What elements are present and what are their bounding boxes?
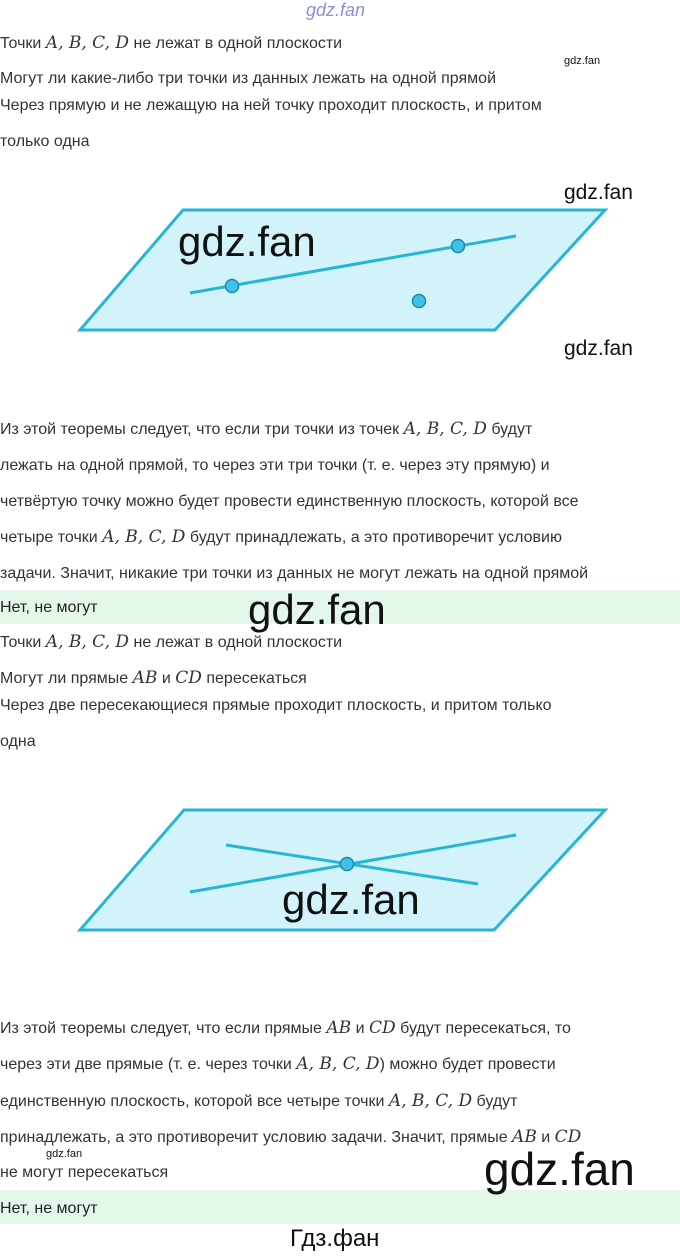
task2-expl-line1 xyxy=(0,1018,571,1039)
task2-theorem-line1: Через две пересекающиеся прямые проходит плоскость, и притом только xyxy=(0,697,552,714)
line-ab: AB xyxy=(326,1018,352,1038)
expl-text: через эти две прямые (т. е. через точки xyxy=(0,1056,292,1073)
task1-question: Могут ли какие-либо три точки из данных лежать на одной прямой xyxy=(0,70,496,87)
points-abcd: A, B, C, D xyxy=(388,1091,473,1111)
task1-expl-line5: задачи. Значит, никакие три точки из данных не могут лежать на одной прямой xyxy=(0,565,589,582)
figure-plane-intersecting-lines xyxy=(0,790,680,950)
question-text: пересекаться xyxy=(206,670,307,687)
watermark-small-1: gdz.fan xyxy=(564,55,601,67)
intersection-point xyxy=(341,858,354,871)
and-text: и xyxy=(355,1020,365,1037)
expl-text: единственную плоскость, которой все четыре точки xyxy=(0,1093,385,1110)
point-on-line-2 xyxy=(452,240,465,253)
task1-theorem-line2: только одна xyxy=(0,133,90,150)
task1-theorem-line1: Через прямую и не лежащую на ней точку проходит плоскость, и притом xyxy=(0,97,542,114)
expl-text: будут xyxy=(476,1093,518,1110)
task1-expl-line2: лежать на одной прямой, то через эти три точки (т. е. через эту прямую) и xyxy=(0,457,550,474)
points-abcd: A, B, C, D xyxy=(45,632,130,652)
given-suffix: не лежат в одной плоскости xyxy=(133,35,343,52)
watermark-fig1-right-top: gdz.fan xyxy=(564,181,633,204)
watermark-fig1-big: gdz.fan xyxy=(178,218,316,265)
line-ab: AB xyxy=(132,668,158,688)
plane-shape xyxy=(80,210,605,330)
point-on-line-1 xyxy=(226,280,239,293)
line-cd: CD xyxy=(369,1018,396,1038)
task1-answer: Нет, не могут xyxy=(0,599,98,616)
watermark-bottom-big: gdz.fan xyxy=(484,1143,635,1195)
task2-question xyxy=(0,668,307,689)
given-prefix: Точки xyxy=(0,634,42,651)
task1-expl-line1 xyxy=(0,419,532,440)
expl-text: четыре точки xyxy=(0,529,98,546)
task2-expl-line2 xyxy=(0,1054,556,1075)
points-abcd: A, B, C, D xyxy=(102,527,186,547)
line-ab: AB xyxy=(512,1127,537,1147)
task2-theorem-line2: одна xyxy=(0,733,36,750)
expl-text: Из этой теоремы следует, что если три точки из точек xyxy=(0,421,400,438)
expl-text: принадлежать, а это противоречит условию задачи. Значит, прямые xyxy=(0,1129,508,1146)
watermark-small-2: gdz.fan xyxy=(46,1148,83,1160)
footer-label: Гдз.фан xyxy=(290,1225,380,1252)
line-cd: CD xyxy=(554,1127,582,1147)
expl-text: будут принадлежать, а это противоречит условию xyxy=(189,529,562,546)
question-text: Могут ли прямые xyxy=(0,670,129,687)
task1-expl-line3: четвёртую точку можно будет провести единственную плоскость, которой все xyxy=(0,493,579,510)
and-text: и xyxy=(541,1129,551,1146)
task1-expl-line4 xyxy=(0,527,562,548)
expl-text: будут xyxy=(491,421,533,438)
task2-given xyxy=(0,632,342,653)
given-prefix: Точки xyxy=(0,35,42,52)
expl-text: ) можно будет провести xyxy=(379,1056,556,1073)
watermark-fig2-big: gdz.fan xyxy=(282,876,420,923)
line-cd: CD xyxy=(175,668,202,688)
task2-expl-line5: не могут пересекаться xyxy=(0,1164,169,1181)
points-abcd: A, B, C, D xyxy=(403,419,487,439)
task2-answer: Нет, не могут xyxy=(0,1200,98,1217)
points-abcd: A, B, C, D xyxy=(45,33,130,53)
watermark-fig1-right-bottom: gdz.fan xyxy=(564,337,633,360)
expl-text: будут пересекаться, то xyxy=(400,1020,571,1037)
watermark-mid-big: gdz.fan xyxy=(248,586,386,633)
and-text: и xyxy=(161,670,171,687)
point-off-line xyxy=(413,295,426,308)
task2-expl-line3 xyxy=(0,1091,517,1112)
expl-text: Из этой теоремы следует, что если прямые xyxy=(0,1020,322,1037)
watermark-top: gdz.fan xyxy=(306,0,366,20)
given-suffix: не лежат в одной плоскости xyxy=(133,634,343,651)
points-abcd: A, B, C, D xyxy=(296,1054,380,1074)
